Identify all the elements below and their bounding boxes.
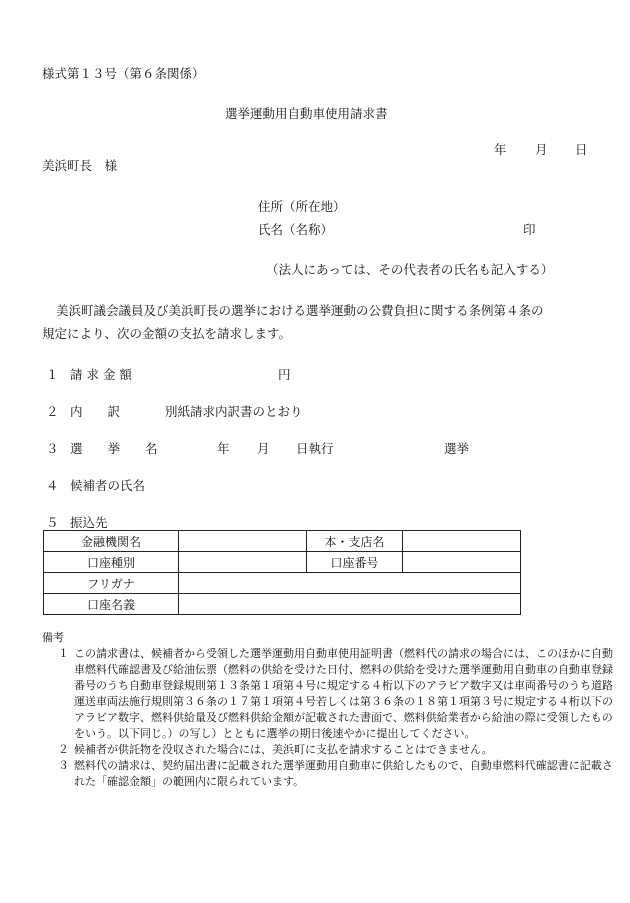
election-month: 月 (257, 441, 270, 456)
item-1-label: 請 求 金 額 (70, 367, 132, 382)
account-name-field[interactable] (179, 594, 521, 615)
account-name-label: 口座名義 (44, 594, 179, 615)
date-year: 年 (494, 142, 507, 157)
item-2-number: ２ (46, 404, 59, 419)
branch-field[interactable] (403, 531, 521, 552)
election-suffix: 選挙 (444, 441, 470, 456)
note-item (42, 646, 622, 742)
date-day: 日 (575, 142, 588, 157)
corporate-note: （法人にあっては、その代表者の氏名も記入する） (266, 262, 554, 277)
election-year: 年 (217, 441, 230, 456)
furigana-field[interactable] (179, 573, 521, 594)
note-number: ２ (58, 743, 69, 756)
table-row (44, 594, 521, 615)
body-text-line-1: 美浜町議会議員及び美浜町長の選挙における選挙運動の公費負担に関する条例第４条の (56, 303, 544, 318)
amount-unit: 円 (278, 367, 291, 382)
branch-label: 本・支店名 (307, 531, 403, 552)
item-3-label: 選 挙 名 (70, 441, 158, 456)
item-5-number: ５ (46, 515, 59, 530)
item-5-label: 振込先 (70, 515, 108, 530)
table-row (44, 552, 521, 573)
notes-heading: 備考 (42, 631, 64, 644)
breakdown-value: 別紙請求内訳書のとおり (165, 404, 303, 419)
note-number: ３ (58, 759, 69, 772)
bank-account-table (43, 530, 521, 615)
note-text: 燃料代の請求は、契約届出書に記載された選挙運動用自動車に供給したもので、自動車燃料代確認書に記載された「確認金額」の範囲内に限られています。 (74, 759, 613, 788)
date-month: 月 (535, 142, 548, 157)
item-2-label: 内 訳 (70, 404, 121, 419)
table-row (44, 573, 521, 594)
note-item (42, 758, 622, 790)
note-number: １ (58, 647, 69, 660)
institution-label: 金融機関名 (44, 531, 179, 552)
form-number: 様式第１３号（第６条関係） (42, 66, 205, 81)
item-3-number: ３ (46, 441, 59, 456)
election-held: 日執行 (296, 441, 334, 456)
note-text: 候補者が供託物を没収された場合には、美浜町に支払を請求することはできません。 (74, 743, 493, 756)
seal-mark: 印 (523, 222, 536, 237)
body-text-line-2: 規定により、次の金額の支払を請求します。 (42, 326, 292, 341)
account-number-field[interactable] (403, 552, 521, 573)
document-title: 選挙運動用自動車使用請求書 (225, 106, 388, 121)
notes-section (42, 630, 622, 790)
address-label: 住所（所在地） (258, 199, 346, 214)
item-4-number: ４ (46, 478, 59, 493)
account-number-label: 口座番号 (307, 552, 403, 573)
furigana-label: フリガナ (44, 573, 179, 594)
account-type-label: 口座種別 (44, 552, 179, 573)
note-text: この請求書は、候補者から受領した選挙運動用自動車使用証明書（燃料代の請求の場合には、このほかに自動車燃料代確認書及び給油伝票（燃料の供給を受けた日付、燃料の供給を受けた選挙運動用自動車の自動車登録番号のうち自動車登録規則第１３条第１項第４号に規定する４桁以下のアラビア数字又は車両番号のうち道路運送車両法施行規則第３６条の１７第１項第４号若しくは第３６条の１８第１項第３号に規定する４桁以下のアラビア数字、燃料供給量及び燃料供給金額が記載された書面で、燃料供給業者から給油の際に受領したものをいう。以下同じ。）の写し）とともに選挙の期日後速やかに提出してください。 (74, 647, 613, 740)
account-type-field[interactable] (179, 552, 307, 573)
table-row (44, 531, 521, 552)
item-4-label: 候補者の氏名 (70, 478, 146, 493)
institution-field[interactable] (179, 531, 307, 552)
name-label: 氏名（名称） (258, 222, 334, 237)
note-item (42, 742, 622, 758)
item-1-number: １ (46, 367, 59, 382)
addressee: 美浜町長 様 (42, 158, 118, 173)
